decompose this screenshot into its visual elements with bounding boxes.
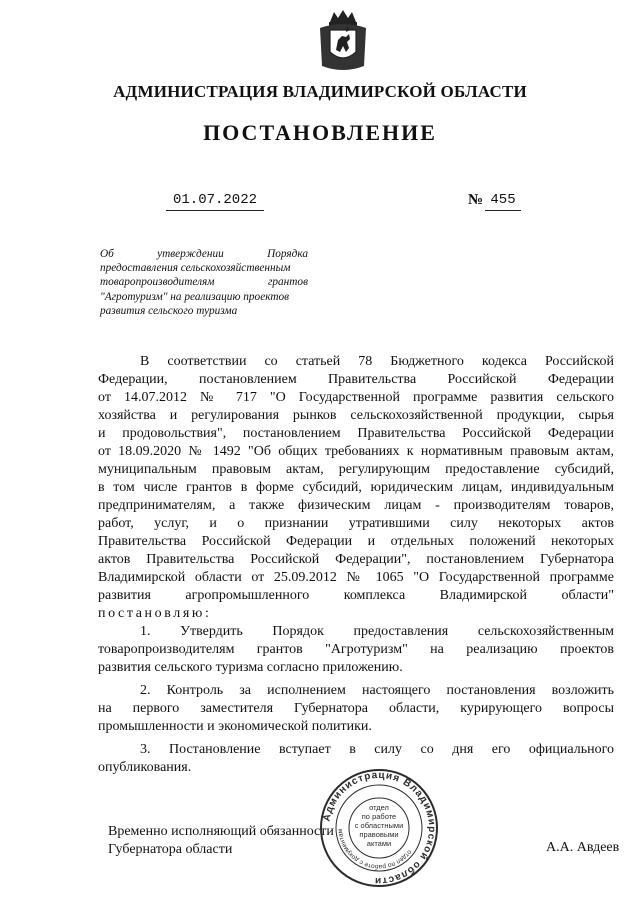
body-line: хозяйства и регулирования рынков сельскохозяйственной продукции, сырья [98, 408, 614, 423]
body-line: работ, услуг, и о признании утратившими силу некоторых актов [98, 516, 614, 531]
signatory-title: Временно исполняющий обязанности [108, 824, 334, 839]
body-line: актов Правительства Российской Федерации", постановлением Губернатора [98, 552, 614, 567]
subject-line: Об утверждении Порядка [100, 248, 308, 260]
body-line: предпринимателям, а также физическим лицам - производителям товаров, [98, 498, 614, 513]
document-number: 455 [485, 192, 521, 211]
item-3-line: 3. Постановление вступает в силу со дня его официального [140, 742, 614, 757]
body-line: Правительства Российской Федерации и отдельных положений некоторых [98, 534, 614, 549]
body-line: Владимирской области от 25.09.2012 № 1065 "О Государственной программе [98, 570, 614, 585]
item-2-line: промышленности и экономической политики. [98, 719, 372, 734]
item-1-line: товаропроизводителям грантов "Агротуризм" на реализацию проектов [98, 642, 614, 657]
body-line: от 18.09.2020 № 1492 "Об общих требованиях к нормативным правовым актам, [98, 444, 614, 459]
stamp-outer-text: Администрация Владимирской области [321, 769, 438, 887]
body-line: Федерации, постановлением Правительства Российской Федерации [98, 372, 614, 387]
stamp-center-line: правовыми [359, 830, 399, 839]
official-stamp [318, 768, 440, 888]
body-line: муниципальным правовым актам, регулирующим предоставление субсидий, [98, 462, 614, 477]
organization-title: АДМИНИСТРАЦИЯ ВЛАДИМИРСКОЙ ОБЛАСТИ [113, 82, 527, 101]
number-label: № [468, 192, 484, 208]
item-1-line: развития сельского туризма согласно приложению. [98, 660, 403, 675]
stamp-center-line: по работе [361, 812, 397, 821]
document-type: ПОСТАНОВЛЕНИЕ [203, 120, 437, 145]
body-line: развития агропромышленного комплекса Владимирской области" [98, 588, 614, 603]
body-line: в том числе грантов в форме субсидий, юридическим лицам, индивидуальным [98, 480, 614, 495]
item-2-line: 2. Контроль за исполнением настоящего постановления возложить [140, 683, 614, 698]
item-1-line: 1. Утвердить Порядок предоставления сельскохозяйственным [140, 624, 614, 639]
stamp-center-line: отдел [369, 803, 389, 812]
subject-line: предоставления сельскохозяйственным [100, 262, 291, 274]
stamp-center-line: актами [366, 839, 392, 848]
subject-line: "Агротуризм" на реализацию проектов [100, 291, 290, 303]
stamp-ring-text: отдел по работе с документам [336, 828, 413, 871]
signatory-name: А.А. Авдеев [546, 840, 620, 855]
subject-line: развития сельского туризма [100, 305, 238, 317]
body-line: от 14.07.2012 № 717 "О Государственной программе развития сельского [98, 390, 614, 405]
body-line: и продовольствия", постановлением Правительства Российской Федерации [98, 426, 614, 441]
body-line: В соответствии со статьей 78 Бюджетного кодекса Российской [140, 354, 614, 369]
coat-of-arms-icon [316, 8, 370, 72]
stamp-center-line: с областными [354, 821, 404, 830]
body-line-resolve: постановляю: [98, 606, 212, 621]
item-2-line: на первого заместителя Губернатора области, курирующего вопросы [98, 701, 614, 716]
signatory-title: Губернатора области [108, 842, 233, 857]
item-3-line: опубликования. [98, 760, 192, 775]
document-date: 01.07.2022 [166, 192, 264, 211]
subject-line: товаропроизводителям грантов [100, 276, 308, 288]
